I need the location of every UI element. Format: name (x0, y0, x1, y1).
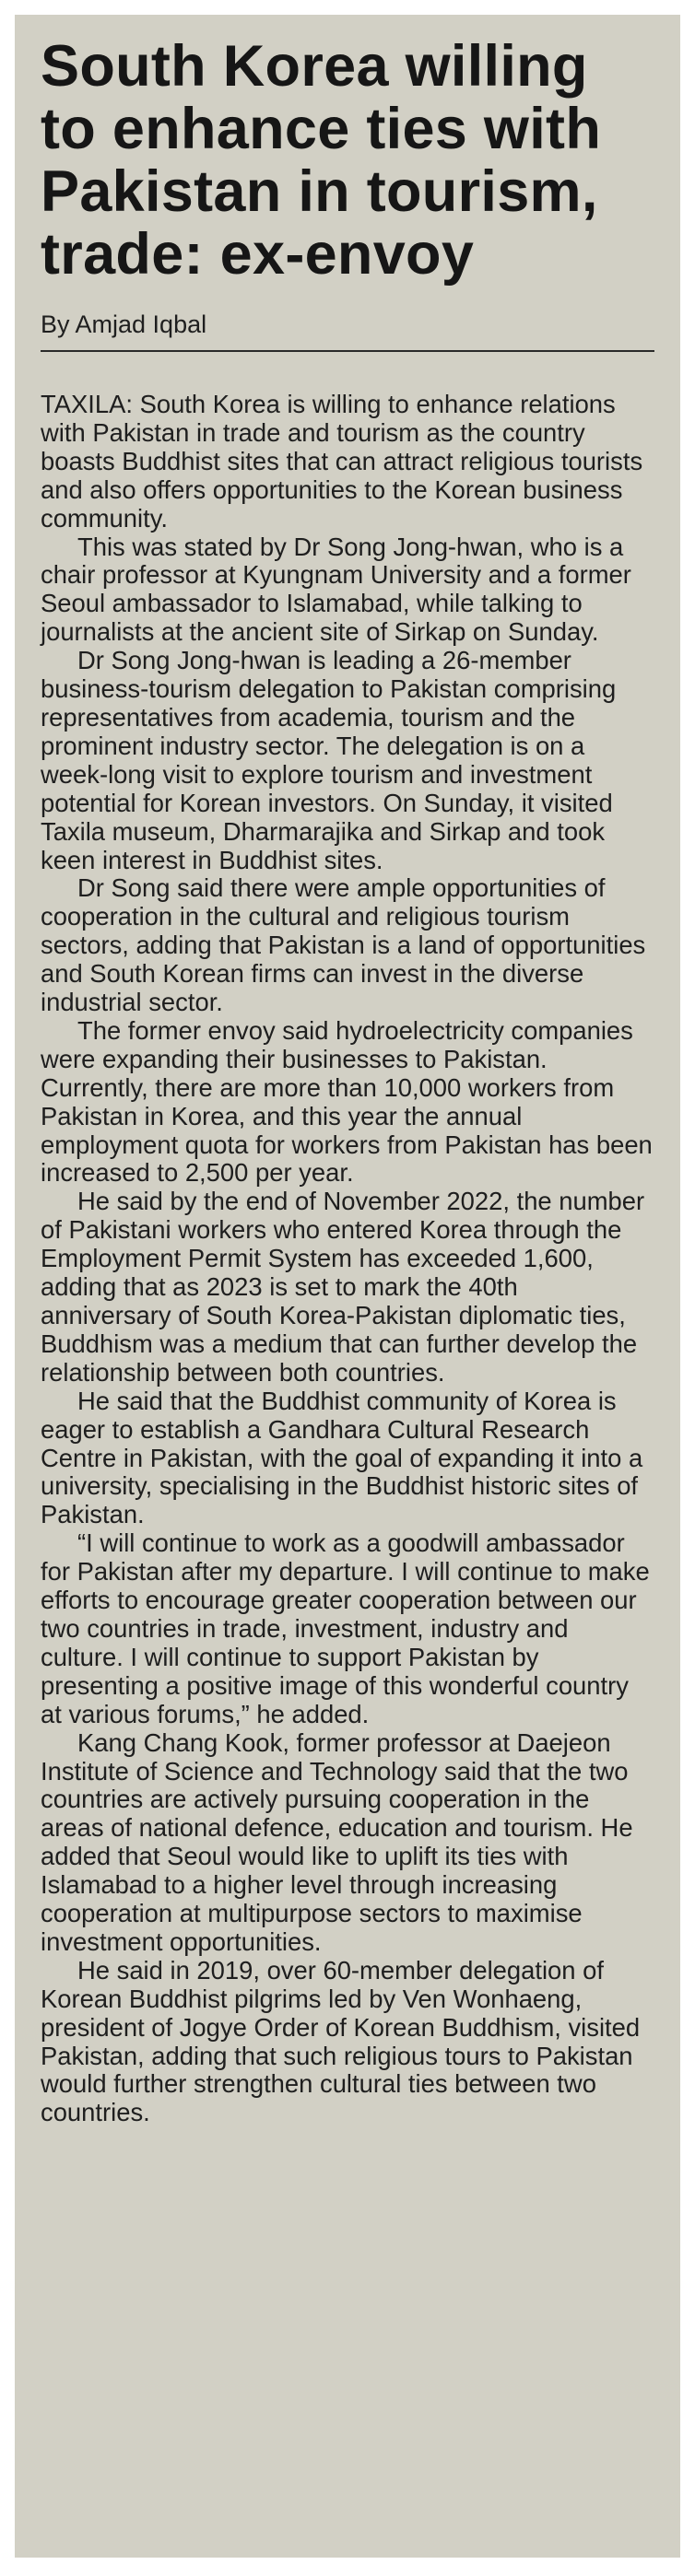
byline: By Amjad Iqbal (41, 310, 654, 352)
headline-line: trade: ex-envoy (41, 222, 475, 287)
article-paragraph: He said by the end of November 2022, the number of Pakistani workers who entered Korea through the Employment Permit System has exceeded 1,600, adding that as 2023 is set to mark the 40th anniversary of South Korea-Pakistan diplomatic ties, Buddhism was a medium that can further develop the relationship between both countries. (41, 1187, 645, 1387)
article-paragraph: “I will continue to work as a goodwill ambassador for Pakistan after my departure. I will continue to make efforts to encourage greater cooperation between our two countries in trade, investment, industry and culture. I will continue to support Pakistan by presenting a positive image of this wonderful country at various forums,” he added. (41, 1528, 650, 1728)
article-paragraph: He said in 2019, over 60-member delegation of Korean Buddhist pilgrims led by Ven Wonhaeng, president of Jogye Order of Korean Buddhism, visited Pakistan, adding that such religious tours to Pakistan would further strengthen cultural ties between two countries. (41, 1955, 641, 2127)
article-paragraph: Dr Song Jong-hwan is leading a 26-member business-tourism delegation to Pakistan comprising representatives from academia, tourism and the prominent industry sector. The delegation is on a week-long visit to explore tourism and investment potential for Korean investors. On Sunday, it visited Taxila museum, Dharmarajika and Sirkap and took keen interest in Buddhist sites. (41, 646, 617, 874)
newspaper-clipping (15, 15, 680, 2558)
article-paragraph: TAXILA: South Korea is willing to enhance relations with Pakistan in trade and tourism as the country boasts Buddhist sites that can attract religious tourists and also offers opportunities to the Korean business community. (41, 390, 643, 533)
headline (41, 35, 654, 286)
article-paragraph: The former envoy said hydroelectricity companies were expanding their businesses to Pakistan. Currently, there are more than 10,000 workers from Pakistan in Korea, and this year the annual employment quota for workers from Pakistan has been increased to 2,500 per year. (41, 1015, 653, 1188)
article-paragraph: Dr Song said there were ample opportunities of cooperation in the cultural and religious tourism sectors, adding that Pakistan is a land of opportunities and South Korean firms can invest in the diverse industrial sector. (41, 873, 646, 1017)
article-paragraph: Kang Chang Kook, former professor at Daejeon Institute of Science and Technology said that the two countries are actively pursuing cooperation in the areas of national defence, education and tourism. He added that Seoul would like to uplift its ties with Islamabad to a higher level through increasing cooperation at multipurpose sectors to maximise investment opportunities. (41, 1727, 633, 1956)
article-paragraph: He said that the Buddhist community of Korea is eager to establish a Gandhara Cultural Research Centre in Pakistan, with the goal of expanding it into a university, specialising in the Buddhist historic sites of Pakistan. (41, 1386, 643, 1529)
headline-line: Pakistan in tourism, (41, 159, 598, 224)
article-body (41, 391, 654, 2127)
article-paragraph: This was stated by Dr Song Jong-hwan, who is a chair professor at Kyungnam University and a former Seoul ambassador to Islamabad, while talking to journalists at the ancient site of Sirkap on Sunday. (41, 532, 631, 647)
headline-line: South Korea willing (41, 34, 588, 99)
headline-line: to enhance ties with (41, 97, 602, 161)
